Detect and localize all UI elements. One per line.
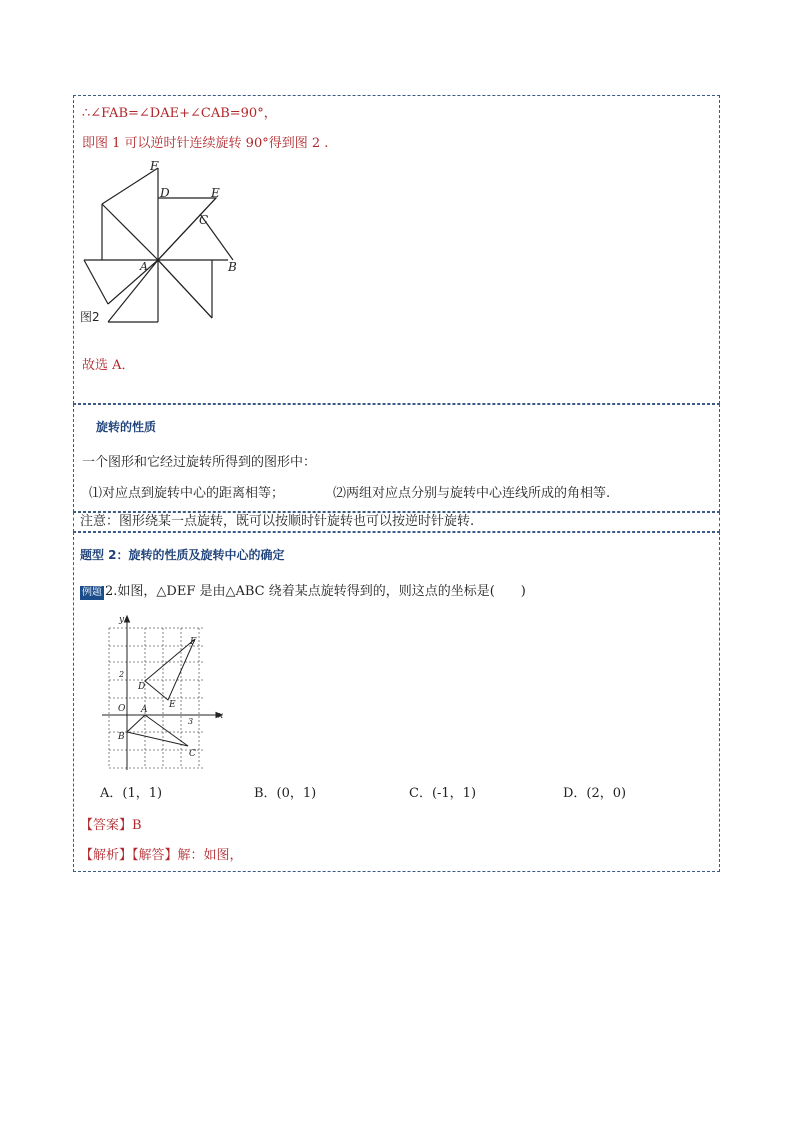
coordinate-grid-figure [100,612,230,772]
property-item-1: ⑴对应点到旋转中心的距离相等； [89,486,285,501]
question-stem: 2.如图，△DEF 是由△ABC 绕着某点旋转得到的，则这点的坐标是( ) [105,584,526,599]
grid-label-F: F [190,637,197,647]
property-item-2: ⑵两组对应点分别与旋转中心连线所成的角相等. [333,486,611,501]
option-b[interactable]: B．(0，1) [254,786,317,801]
pinwheel-figure [78,158,248,328]
analysis-text: 【解析】【解答】解：如图， [80,848,243,863]
note-text: 注意：图形绕某一点旋转，既可以按顺时针旋转也可以按逆时针旋转. [80,514,475,529]
question-stem-line [80,584,526,600]
property-intro: 一个图形和它经过旋转所得到的图形中： [82,455,317,470]
grid-label-D: D [138,682,146,692]
solution-line-2: 即图 1 可以逆时针连续旋转 90°得到图 2 . [82,136,329,151]
question-type-title: 题型 2：旋转的性质及旋转中心的确定 [80,548,285,562]
grid-label-B: B [118,732,125,742]
grid-label-A: A [141,705,148,715]
label-A: A [140,260,148,273]
label-B: B [228,260,237,274]
option-d[interactable]: D．(2，0) [563,786,627,801]
grid-label-C: C [189,749,196,759]
example-badge: 例题 [82,587,102,598]
label-C: C [199,213,209,227]
figure-2-label: 图2 [80,310,100,324]
solution-line-1: ∴∠FAB=∠DAE+∠CAB=90°， [82,106,277,121]
option-a[interactable]: A．(1，1) [100,786,163,801]
grid-label-x: x [218,711,224,721]
label-F: F [150,159,159,173]
grid-label-3: 3 [188,717,194,726]
label-D: D [160,186,170,200]
solution-conclusion: 故选 A． [82,358,135,373]
option-c[interactable]: C．(-1，1) [409,786,477,801]
grid-label-2: 2 [119,670,125,679]
grid-label-y: y [119,615,125,625]
answer-text: 【答案】B [80,818,142,833]
grid-label-O: O [118,704,126,714]
property-title: 旋转的性质 [96,420,157,434]
grid-label-E: E [169,700,176,710]
label-E: E [211,186,220,200]
